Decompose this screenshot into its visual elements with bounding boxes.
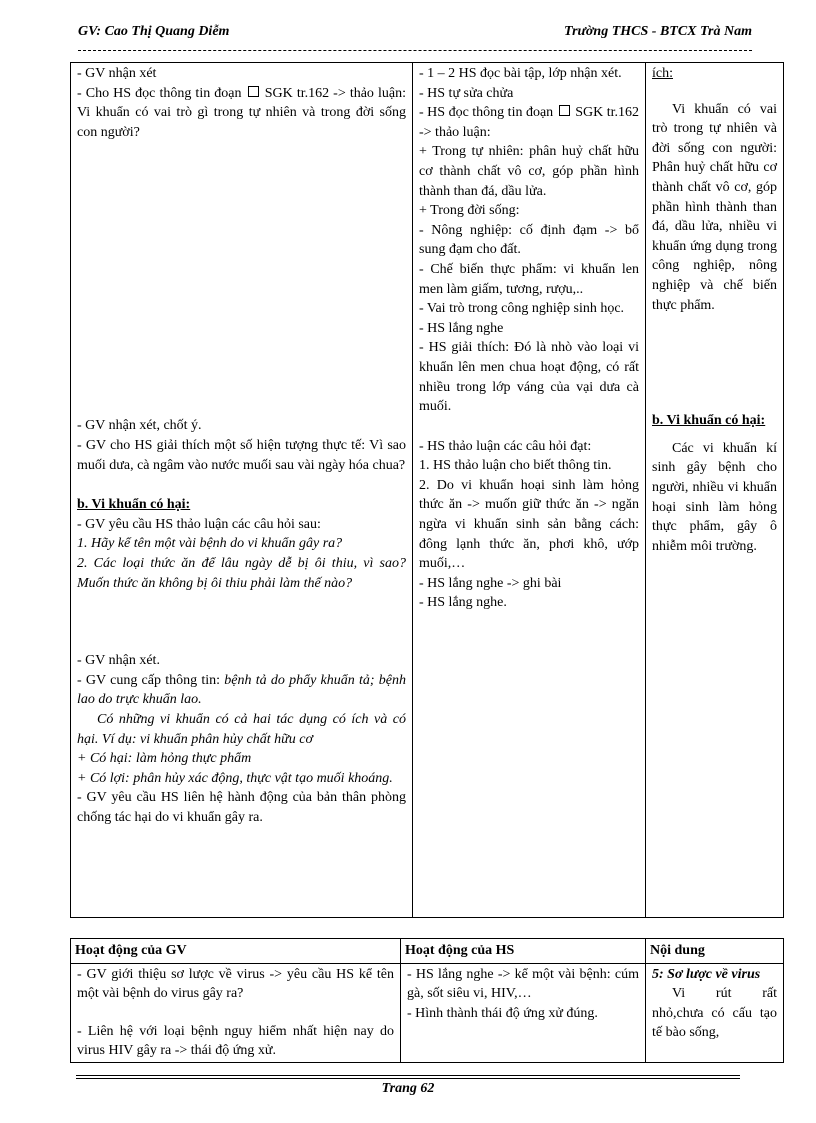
hs-text: - Vai trò trong công nghiệp sinh học. [419, 301, 625, 317]
student-activity-cell [413, 63, 646, 918]
question-1: 1. Hãy kể tên một vài bệnh do vi khuẩn gây ra? [77, 536, 343, 552]
content-cell [646, 963, 784, 1062]
gv-text: - GV cung cấp thông tin: bệnh tả do phẩy khuẩn tả; bệnh lao do trực khuẩn lao. [77, 672, 406, 708]
hs-text: + Trong tự nhiên: phân huỷ chất hữu cơ thành chất vô cơ, góp phần hình thành than đá, dầu lửa. [419, 144, 639, 199]
question-2: 2. Các loại thức ăn để lâu ngày dễ bị ôi thiu, vì sao? Muốn thức ăn không bị ôi thiu phải làm thế nào? [77, 555, 406, 591]
section-b-heading: b. Vi khuẩn có hại: [652, 413, 766, 429]
gv-text: - GV yêu cầu HS liên hệ hành động của bản thân phòng chống tác hại do vi khuẩn gây ra. [77, 790, 406, 825]
teacher-activity-cell [71, 963, 401, 1062]
hs-text: - HS tự sửa chửa [419, 85, 514, 101]
hs-text: 2. Do vi khuẩn hoại sinh làm hỏng thức ăn -> muốn giữ thức ăn -> ngăn ngừa vi khuẩn sinh sản bằng cách: đông lạnh thức ăn, phơi khô, ướp muối,… [419, 477, 639, 572]
nd-text: Vi rút rất nhỏ,chưa có cấu tạo tế bào sống, [652, 986, 777, 1041]
page-number: Trang 62 [381, 1081, 435, 1096]
col-header-gv: Hoạt động của GV [71, 939, 401, 964]
gv-text: - GV nhận xét. [77, 653, 160, 669]
hs-text: 1. HS thảo luận cho biết thông tin. [419, 458, 612, 474]
footer-divider [76, 1078, 740, 1079]
lesson-table-continued [70, 62, 784, 918]
student-activity-cell [401, 963, 646, 1062]
hs-text: - HS lắng nghe. [419, 595, 507, 611]
col-header-nd: Nội dung [646, 939, 784, 964]
page-header [78, 24, 752, 44]
hs-text: - HS lắng nghe -> kể một vài bệnh: cúm gà, sốt siêu vi, HIV,… [407, 966, 639, 1002]
gv-text: + Có lợi: phân hủy xác động, thực vật tạo muối khoáng. [77, 770, 393, 786]
gv-text: - GV cho HS giải thích một số hiện tượng thực tế: Vì sao muối dưa, cà ngâm vào nước muối sau vài ngày hóa chua? [77, 437, 406, 473]
gv-text: - GV yêu cầu HS thảo luận các câu hỏi sau: [77, 516, 321, 532]
hs-text: + Trong đời sống: [419, 203, 520, 219]
gv-text: - Cho HS đọc thông tin đoạn SGK tr.162 -> thảo luận: Vi khuẩn có vai trò gì trong tự nhiên và trong đời sống con người? [77, 85, 407, 140]
hs-text: - HS đọc thông tin đoạn SGK tr.162 -> thảo luận: [419, 105, 640, 140]
hs-text: - Chế biến thực phẩm: vi khuẩn len men làm giấm, tương, rượu,.. [419, 261, 639, 297]
hs-text: - HS lắng nghe [419, 320, 504, 336]
section-b-heading: b. Vi khuẩn có hại: [77, 497, 191, 513]
hs-text: - HS lắng nghe -> ghi bài [419, 575, 562, 591]
header-divider [78, 50, 752, 51]
school-name: Trường THCS - BTCX Trà Nam [564, 24, 752, 39]
hs-text: - Nông nghiệp: cố định đạm -> bổ sung đạm cho đất. [419, 222, 639, 258]
teacher-activity-cell [71, 63, 413, 918]
hs-text: - Hình thành thái độ ứng xử đúng. [407, 1005, 598, 1021]
book-icon [248, 86, 259, 97]
hs-text: - HS thảo luận các câu hỏi đạt: [419, 438, 592, 454]
content-cell [646, 63, 784, 918]
hs-text: - HS giải thích: Đó là nhò vào loại vi khuẩn lên men chua hoạt động, có rất nhiều trong lớp váng của vại dưa cà muối. [419, 340, 639, 415]
gv-text: - GV nhận xét, chốt ý. [77, 418, 202, 434]
nd-text: Vi khuẩn có vai trò trong tự nhiên và đời sống con người: Phân huỷ chất hữu cơ thành chất vô cơ, góp phần hình thành than đá, dầu lửa, nhiều vi khuẩn ứng dụng trong công nghiệp, nông nghiệp và chế biến thực phẩm. [652, 101, 777, 313]
teacher-name: GV: Cao Thị Quang Diễm [78, 24, 230, 39]
nd-text: Các vi khuẩn kí sinh gây bệnh cho người, nhiều vi khuẩn hoại sinh làm hỏng thực phẩm, gây ô nhiễm môi trường. [652, 440, 777, 554]
gv-text: Có những vi khuẩn có cả hai tác dụng có ích và có hại. Ví dụ: vi khuẩn phân hủy chất hữu cơ [77, 711, 406, 747]
lesson-table-virus [70, 938, 784, 1063]
gv-text: - GV giới thiệu sơ lược về virus -> yêu cầu HS kể tên một vài bệnh do virus gây ra? [77, 966, 394, 1002]
gv-text: + Có hại: làm hỏng thực phẩm [77, 751, 252, 767]
nd-text: ích: [652, 66, 673, 81]
gv-text: - Liên hệ với loại bệnh nguy hiểm nhất hiện nay do virus HIV gây ra -> thái độ ứng xử. [77, 1023, 394, 1059]
book-icon [559, 105, 570, 116]
col-header-hs: Hoạt động của HS [401, 939, 646, 964]
footer-divider [76, 1075, 740, 1076]
section-5-heading: 5: Sơ lược về virus [652, 966, 761, 982]
hs-text: - 1 – 2 HS đọc bài tập, lớp nhận xét. [419, 66, 622, 81]
gv-text: - GV nhận xét [77, 66, 157, 81]
